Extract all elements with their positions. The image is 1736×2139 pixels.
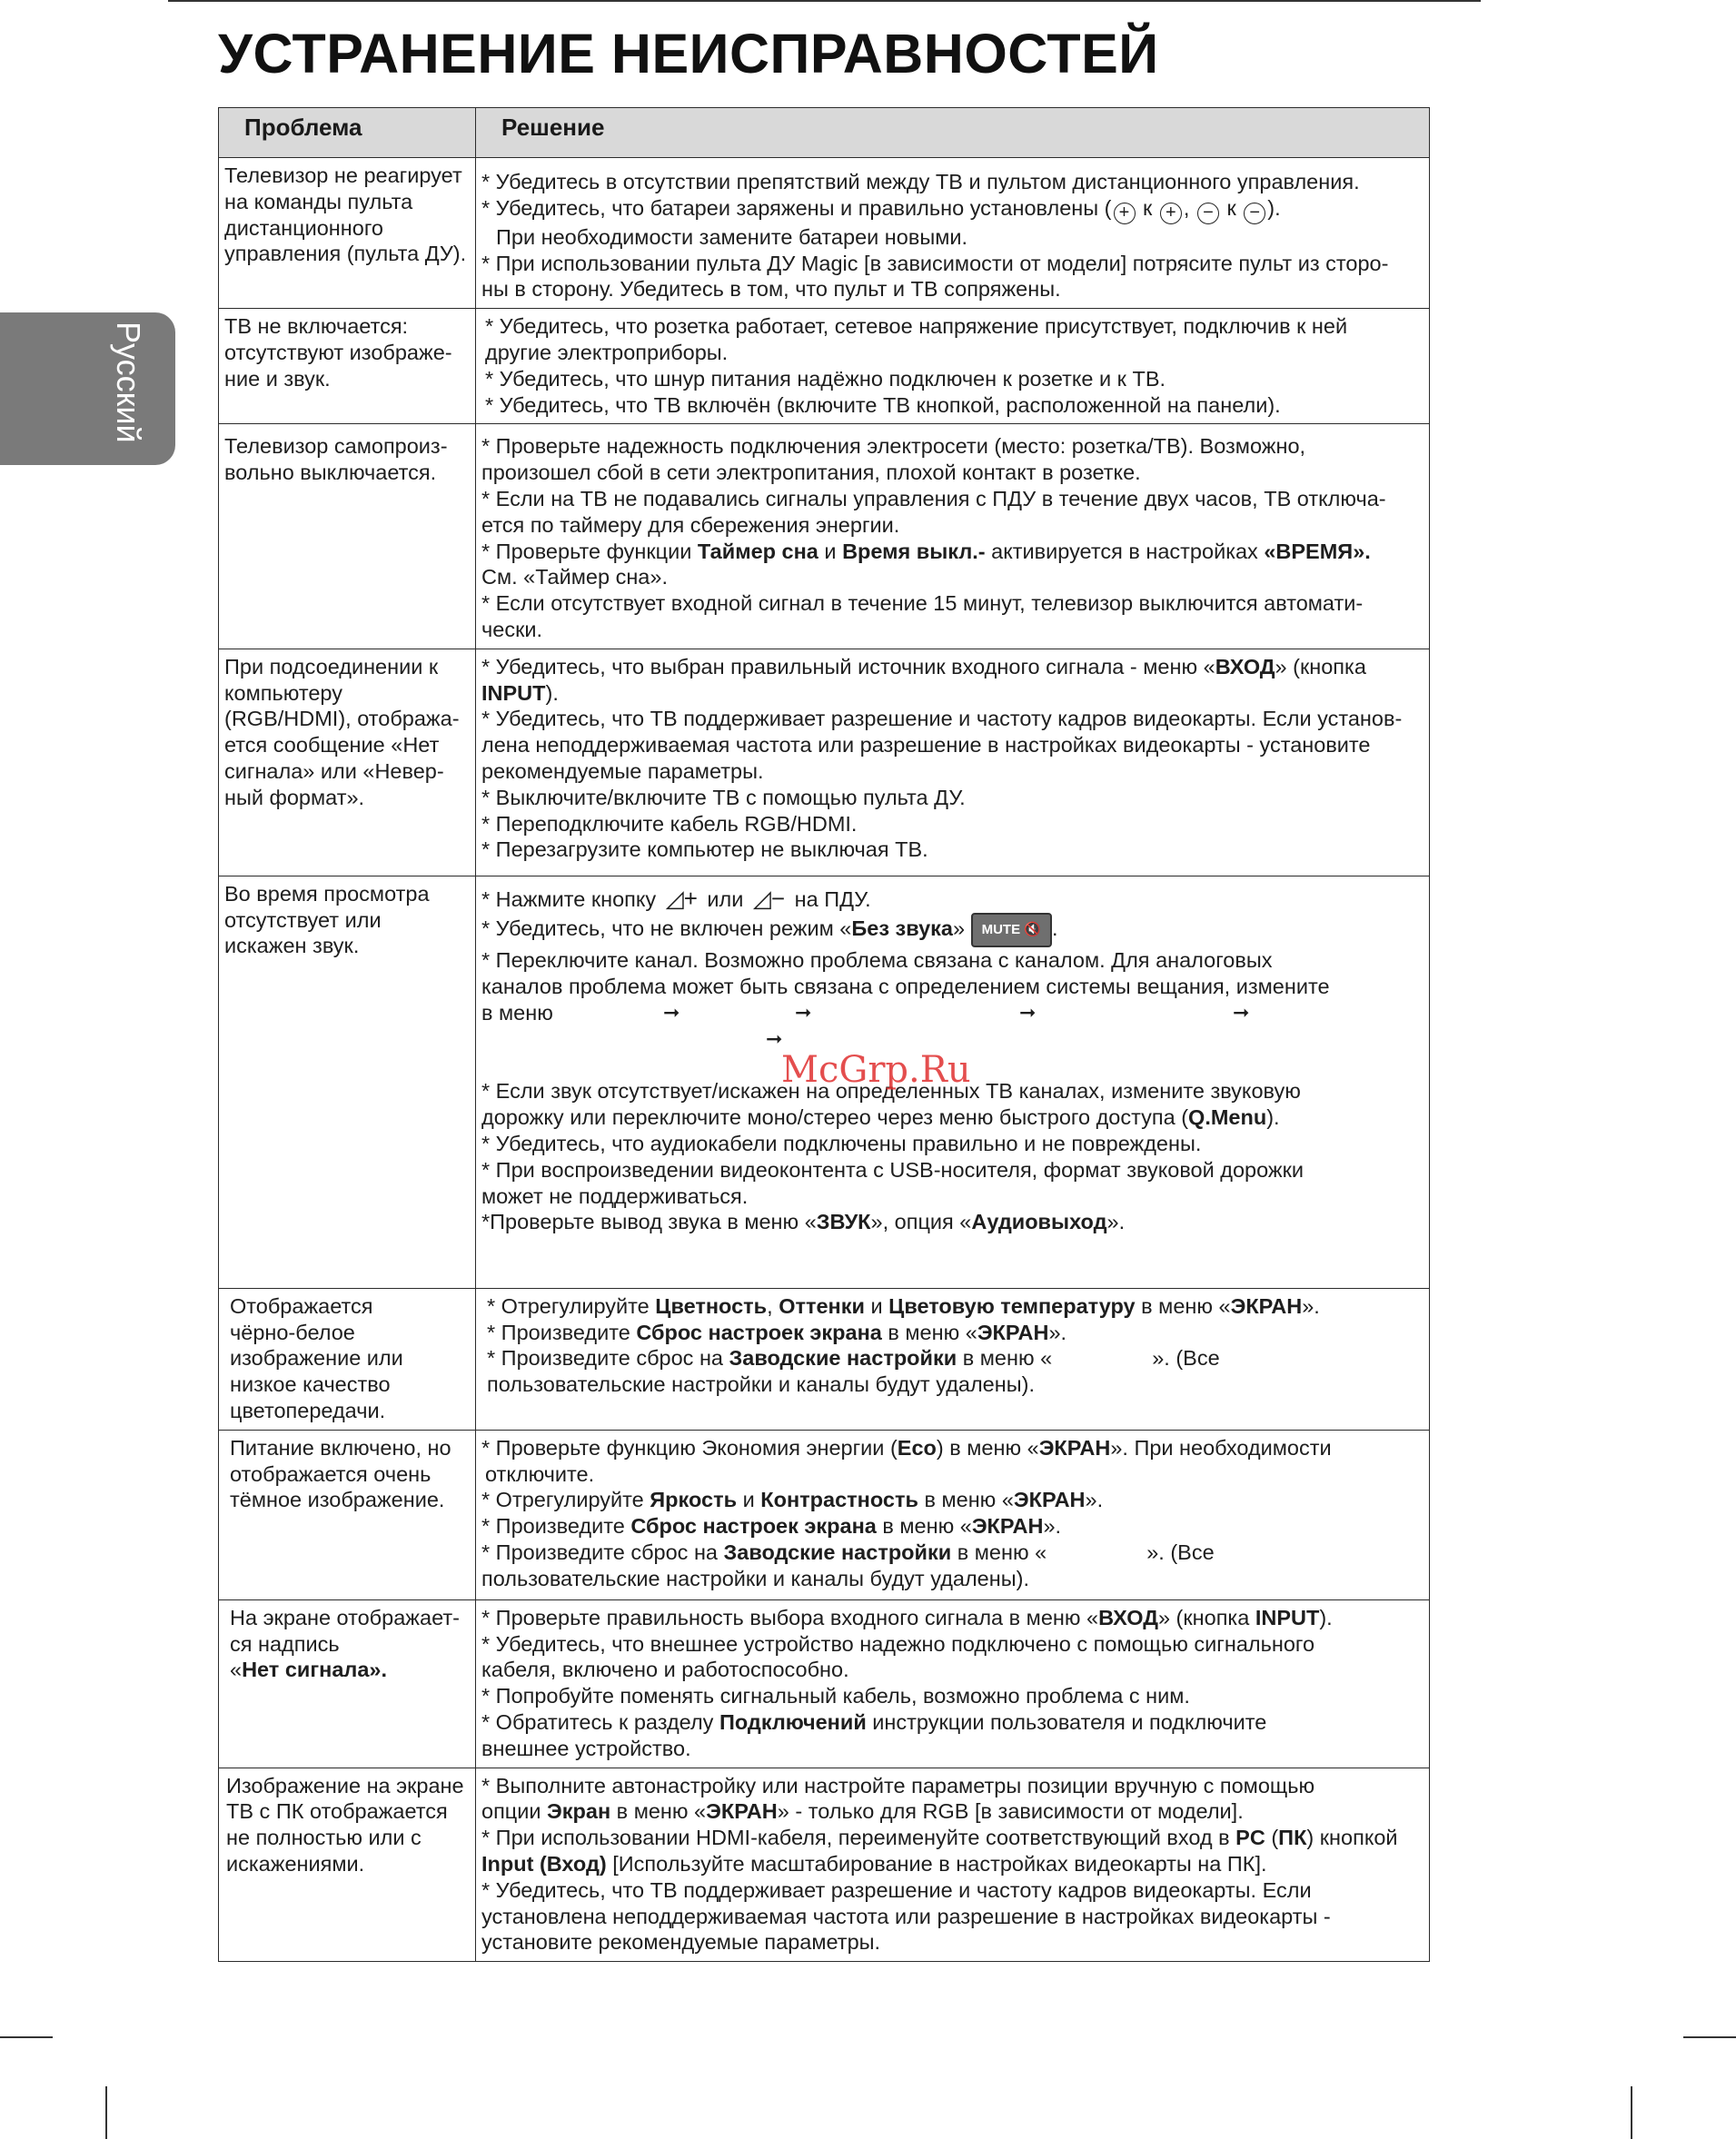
problem-line: На экране отображает- [230, 1605, 460, 1629]
solution-line: * Проверьте правильность выбора входного сигнала в меню «ВХОД» (кнопка INPUT). [481, 1605, 1333, 1629]
solution-line: * Проверьте надежность подключения электросети (место: розетка/ТВ). Возможно, [481, 434, 1306, 459]
problem-cell [219, 876, 476, 1288]
solution-cell [476, 649, 1430, 876]
solution-line: * Нажмите кнопку ◿+ или ◿− на ПДУ. [481, 885, 871, 912]
solution-line: * Убедитесь, что ТВ включён (включите ТВ кнопкой, расположенной на панели). [485, 392, 1281, 417]
table-row [219, 1288, 1430, 1430]
problem-cell [219, 424, 476, 649]
arrow-right-icon: ➞ [1233, 1000, 1250, 1024]
solution-line: * Попробуйте поменять сигнальный кабель, возможно проблема с ним. [481, 1684, 1190, 1708]
problem-line: искажен звук. [224, 934, 360, 958]
solution-line: * Убедитесь, что ТВ поддерживает разрешение и частоту кадров видеокарты. Если [481, 1877, 1312, 1902]
arrow-right-icon: ➞ [795, 1000, 812, 1024]
volume-down-icon: ◿− [752, 885, 786, 912]
problem-line: Изображение на экране [226, 1773, 464, 1797]
table-row [219, 1599, 1430, 1768]
problem-cell [219, 309, 476, 424]
page-title: УСТРАНЕНИЕ НЕИСПРАВНОСТЕЙ [218, 23, 1159, 84]
problem-line: Телевизор самопроиз- [224, 434, 448, 459]
solution-line: установлена неподдерживаемая частота или разрешение в настройках видеокарты - [481, 1904, 1331, 1928]
solution-line: *Проверьте вывод звука в меню «ЗВУК», опция «Аудиовыход». [481, 1210, 1126, 1234]
problem-cell [219, 1430, 476, 1599]
problem-line: Отображается [230, 1293, 373, 1318]
problem-line: Телевизор не реагирует [224, 163, 462, 187]
solution-line: * Убедитесь, что розетка работает, сетевое напряжение присутствует, подключив к ней [485, 314, 1348, 339]
problem-line: «Нет сигнала». [230, 1658, 388, 1682]
problem-cell [219, 1768, 476, 1962]
solution-line: * Переподключите кабель RGB/HDMI. [481, 811, 858, 836]
table-row [219, 649, 1430, 876]
problem-line: ный формат». [224, 785, 365, 809]
solution-line: * Если на ТВ не подавались сигналы управления с ПДУ в течение двух часов, ТВ отключа- [481, 486, 1386, 510]
solution-line: * Если звук отсутствует/искажен на определенных ТВ каналах, измените звуковую [481, 1079, 1301, 1104]
language-tab [0, 312, 175, 465]
problem-line: низкое качество [230, 1372, 391, 1397]
solution-cell [476, 309, 1430, 424]
plus-circle-icon: + [1160, 203, 1182, 224]
solution-line: * При использовании HDMI-кабеля, переименуйте соответствующий вход в PC (ПК) кнопкой [481, 1826, 1398, 1850]
menu-path-line: в меню ➞ ➞ ➞ ➞ [481, 1000, 1250, 1025]
solution-cell [476, 1768, 1430, 1962]
problem-line: Во время просмотра [224, 881, 430, 906]
solution-line: * Обратитесь к разделу Подключений инструкции пользователя и подключите [481, 1709, 1267, 1734]
solution-line: * Выполните автонастройку или настройте параметры позиции вручную с помощью [481, 1773, 1315, 1797]
solution-line: * При использовании пульта ДУ Magic [в зависимости от модели] потрясите пульт из сторо- [481, 251, 1389, 275]
problem-line: не полностью или с [226, 1826, 422, 1850]
solution-line: * Убедитесь, что аудиокабели подключены правильно и не повреждены. [481, 1131, 1202, 1155]
solution-line: См. «Таймер сна». [481, 565, 668, 589]
solution-line: * Убедитесь, что выбран правильный источник входного сигнала - меню «ВХОД» (кнопка [481, 654, 1366, 678]
problem-line: вольно выключается. [224, 460, 437, 485]
solution-line: * Убедитесь, что не включен режим «Без звука» MUTE 🔇 . [481, 913, 1424, 948]
solution-line: дорожку или переключите моно/стерео через меню быстрого доступа (Q.Menu). [481, 1105, 1280, 1130]
solution-line: чески. [481, 617, 543, 641]
solution-cell [476, 1599, 1430, 1768]
problem-line: искажениями. [226, 1851, 365, 1876]
arrow-right-icon: ➞ [766, 1026, 783, 1050]
problem-line: ние и звук. [224, 366, 331, 391]
problem-line: чёрно-белое [230, 1320, 355, 1344]
arrow-right-icon: ➞ [663, 1000, 680, 1024]
table-header-row [219, 108, 1430, 158]
solution-line: * Переключите канал. Возможно проблема связана с каналом. Для аналоговых [481, 948, 1273, 973]
minus-circle-icon: − [1197, 203, 1219, 224]
table-row [219, 424, 1430, 649]
solution-line: * Перезагрузите компьютер не выключая ТВ. [481, 837, 928, 862]
problem-line: ся надпись [230, 1631, 340, 1656]
solution-line: INPUT). [481, 680, 559, 705]
problem-line: При подсоединении к [224, 654, 439, 678]
solution-line: отключите. [485, 1461, 595, 1486]
column-header-problem: Проблема [219, 108, 476, 158]
crop-mark [1683, 2036, 1736, 2038]
problem-line: дистанционного [224, 215, 383, 240]
solution-line: * Если отсутствует входной сигнал в течение 15 минут, телевизор выключится автомати- [481, 591, 1364, 616]
solution-line: * Произведите Сброс настроек экрана в меню «ЭКРАН». [481, 1514, 1062, 1539]
arrow-right-icon: ➞ [1019, 1000, 1037, 1024]
solution-line: * Проверьте функции Таймер сна и Время выкл.- активируется в настройках «ВРЕМЯ». [481, 539, 1371, 563]
table-row [219, 309, 1430, 424]
solution-line: * Убедитесь, что батареи заряжены и правильно установлены ( + к + , − к − ). [481, 195, 1281, 223]
troubleshooting-table [218, 107, 1430, 1962]
solution-line: * Убедитесь, что ТВ поддерживает разрешение и частоту кадров видеокарты. Если установ- [481, 707, 1403, 731]
plus-circle-icon: + [1114, 203, 1136, 224]
solution-line: * Выключите/включите ТВ с помощью пульта ДУ. [481, 785, 966, 809]
minus-circle-icon: − [1244, 203, 1265, 224]
problem-cell [219, 158, 476, 309]
problem-line: на команды пульта [224, 189, 413, 213]
column-header-solution: Решение [476, 108, 1430, 158]
solution-cell [476, 1288, 1430, 1430]
solution-cell [476, 424, 1430, 649]
solution-line: * Отрегулируйте Цветность, Оттенки и Цветовую температуру в меню «ЭКРАН». [487, 1293, 1320, 1318]
solution-line: рекомендуемые параметры. [481, 758, 764, 783]
solution-cell [476, 158, 1430, 309]
solution-line: * При воспроизведении видеоконтента с USB-носителя, формат звуковой дорожки [481, 1157, 1304, 1182]
problem-line: управления (пульта ДУ). [224, 242, 467, 266]
solution-line: каналов проблема может быть связана с определением системы вещания, измените [481, 975, 1330, 999]
solution-line: * Проверьте функцию Экономия энергии (Eco) в меню «ЭКРАН». При необходимости [481, 1435, 1332, 1460]
solution-line: ны в сторону. Убедитесь в том, что пульт и ТВ сопряжены. [481, 277, 1061, 302]
volume-up-icon: ◿+ [665, 885, 698, 912]
solution-line: опции Экран в меню «ЭКРАН» - только для RGB [в зависимости от модели]. [481, 1799, 1244, 1824]
solution-line: * Убедитесь, что внешнее устройство надежно подключено с помощью сигнального [481, 1631, 1315, 1656]
solution-line: кабеля, включено и работоспособно. [481, 1658, 849, 1682]
solution-line: произошел сбой в сети электропитания, плохой контакт в розетке. [481, 460, 1141, 485]
problem-line: цветопередачи. [230, 1398, 386, 1422]
problem-line: Питание включено, но [230, 1435, 451, 1460]
problem-line: ТВ с ПК отображается [226, 1799, 448, 1824]
problem-line: сигнала» или «Невер- [224, 758, 444, 783]
problem-line: отсутствует или [224, 907, 382, 932]
problem-line: отображается очень [230, 1461, 432, 1486]
crop-mark [105, 2086, 107, 2139]
problem-cell [219, 649, 476, 876]
solution-line: * Убедитесь, что шнур питания надёжно подключен к розетке и к ТВ. [485, 366, 1166, 391]
problem-line: компьютеру [224, 680, 342, 705]
solution-line: установите рекомендуемые параметры. [481, 1930, 881, 1955]
problem-line: ТВ не включается: [224, 314, 409, 339]
solution-line: * Произведите сброс на Заводские настройки в меню « ». (Все [481, 1540, 1215, 1564]
solution-line: пользовательские настройки и каналы будут удалены). [487, 1372, 1035, 1397]
solution-line: лена неподдерживаемая частота или разрешение в настройках видеокарты - установите [481, 733, 1371, 758]
solution-line: другие электроприборы. [485, 340, 729, 364]
solution-line: пользовательские настройки и каналы будут удалены). [481, 1566, 1029, 1590]
problem-line: изображение или [230, 1346, 403, 1371]
table-row [219, 1768, 1430, 1962]
watermark: McGrp.Ru [781, 1049, 971, 1091]
language-tab-label: Русский [110, 322, 147, 443]
problem-line: ется сообщение «Нет [224, 733, 440, 758]
solution-line: * Произведите Сброс настроек экрана в меню «ЭКРАН». [487, 1320, 1067, 1344]
solution-line: может не поддерживаться. [481, 1183, 749, 1208]
table-row [219, 158, 1430, 309]
problem-line: тёмное изображение. [230, 1488, 445, 1512]
problem-line: (RGB/HDMI), отобража- [224, 707, 460, 731]
solution-line: внешнее устройство. [481, 1736, 691, 1760]
mute-key-icon: MUTE 🔇 [971, 913, 1052, 948]
problem-line: отсутствуют изображе- [224, 340, 452, 364]
problem-cell [219, 1288, 476, 1430]
solution-line: * Убедитесь в отсутствии препятствий между ТВ и пультом дистанционного управления. [481, 170, 1360, 193]
solution-line: * Отрегулируйте Яркость и Контрастность в меню «ЭКРАН». [481, 1488, 1104, 1512]
top-rule [168, 0, 1481, 2]
crop-mark [1631, 2086, 1632, 2139]
crop-mark [0, 2036, 53, 2038]
problem-cell [219, 1599, 476, 1768]
table-row [219, 1430, 1430, 1599]
solution-cell [476, 1430, 1430, 1599]
solution-line: Input (Вход) [Используйте масштабирование в настройках видеокарты на ПК]. [481, 1851, 1267, 1876]
solution-line: * Произведите сброс на Заводские настройки в меню « ». (Все [487, 1346, 1220, 1371]
solution-line: ется по таймеру для сбережения энергии. [481, 512, 900, 537]
solution-line: При необходимости замените батареи новыми. [496, 224, 968, 249]
